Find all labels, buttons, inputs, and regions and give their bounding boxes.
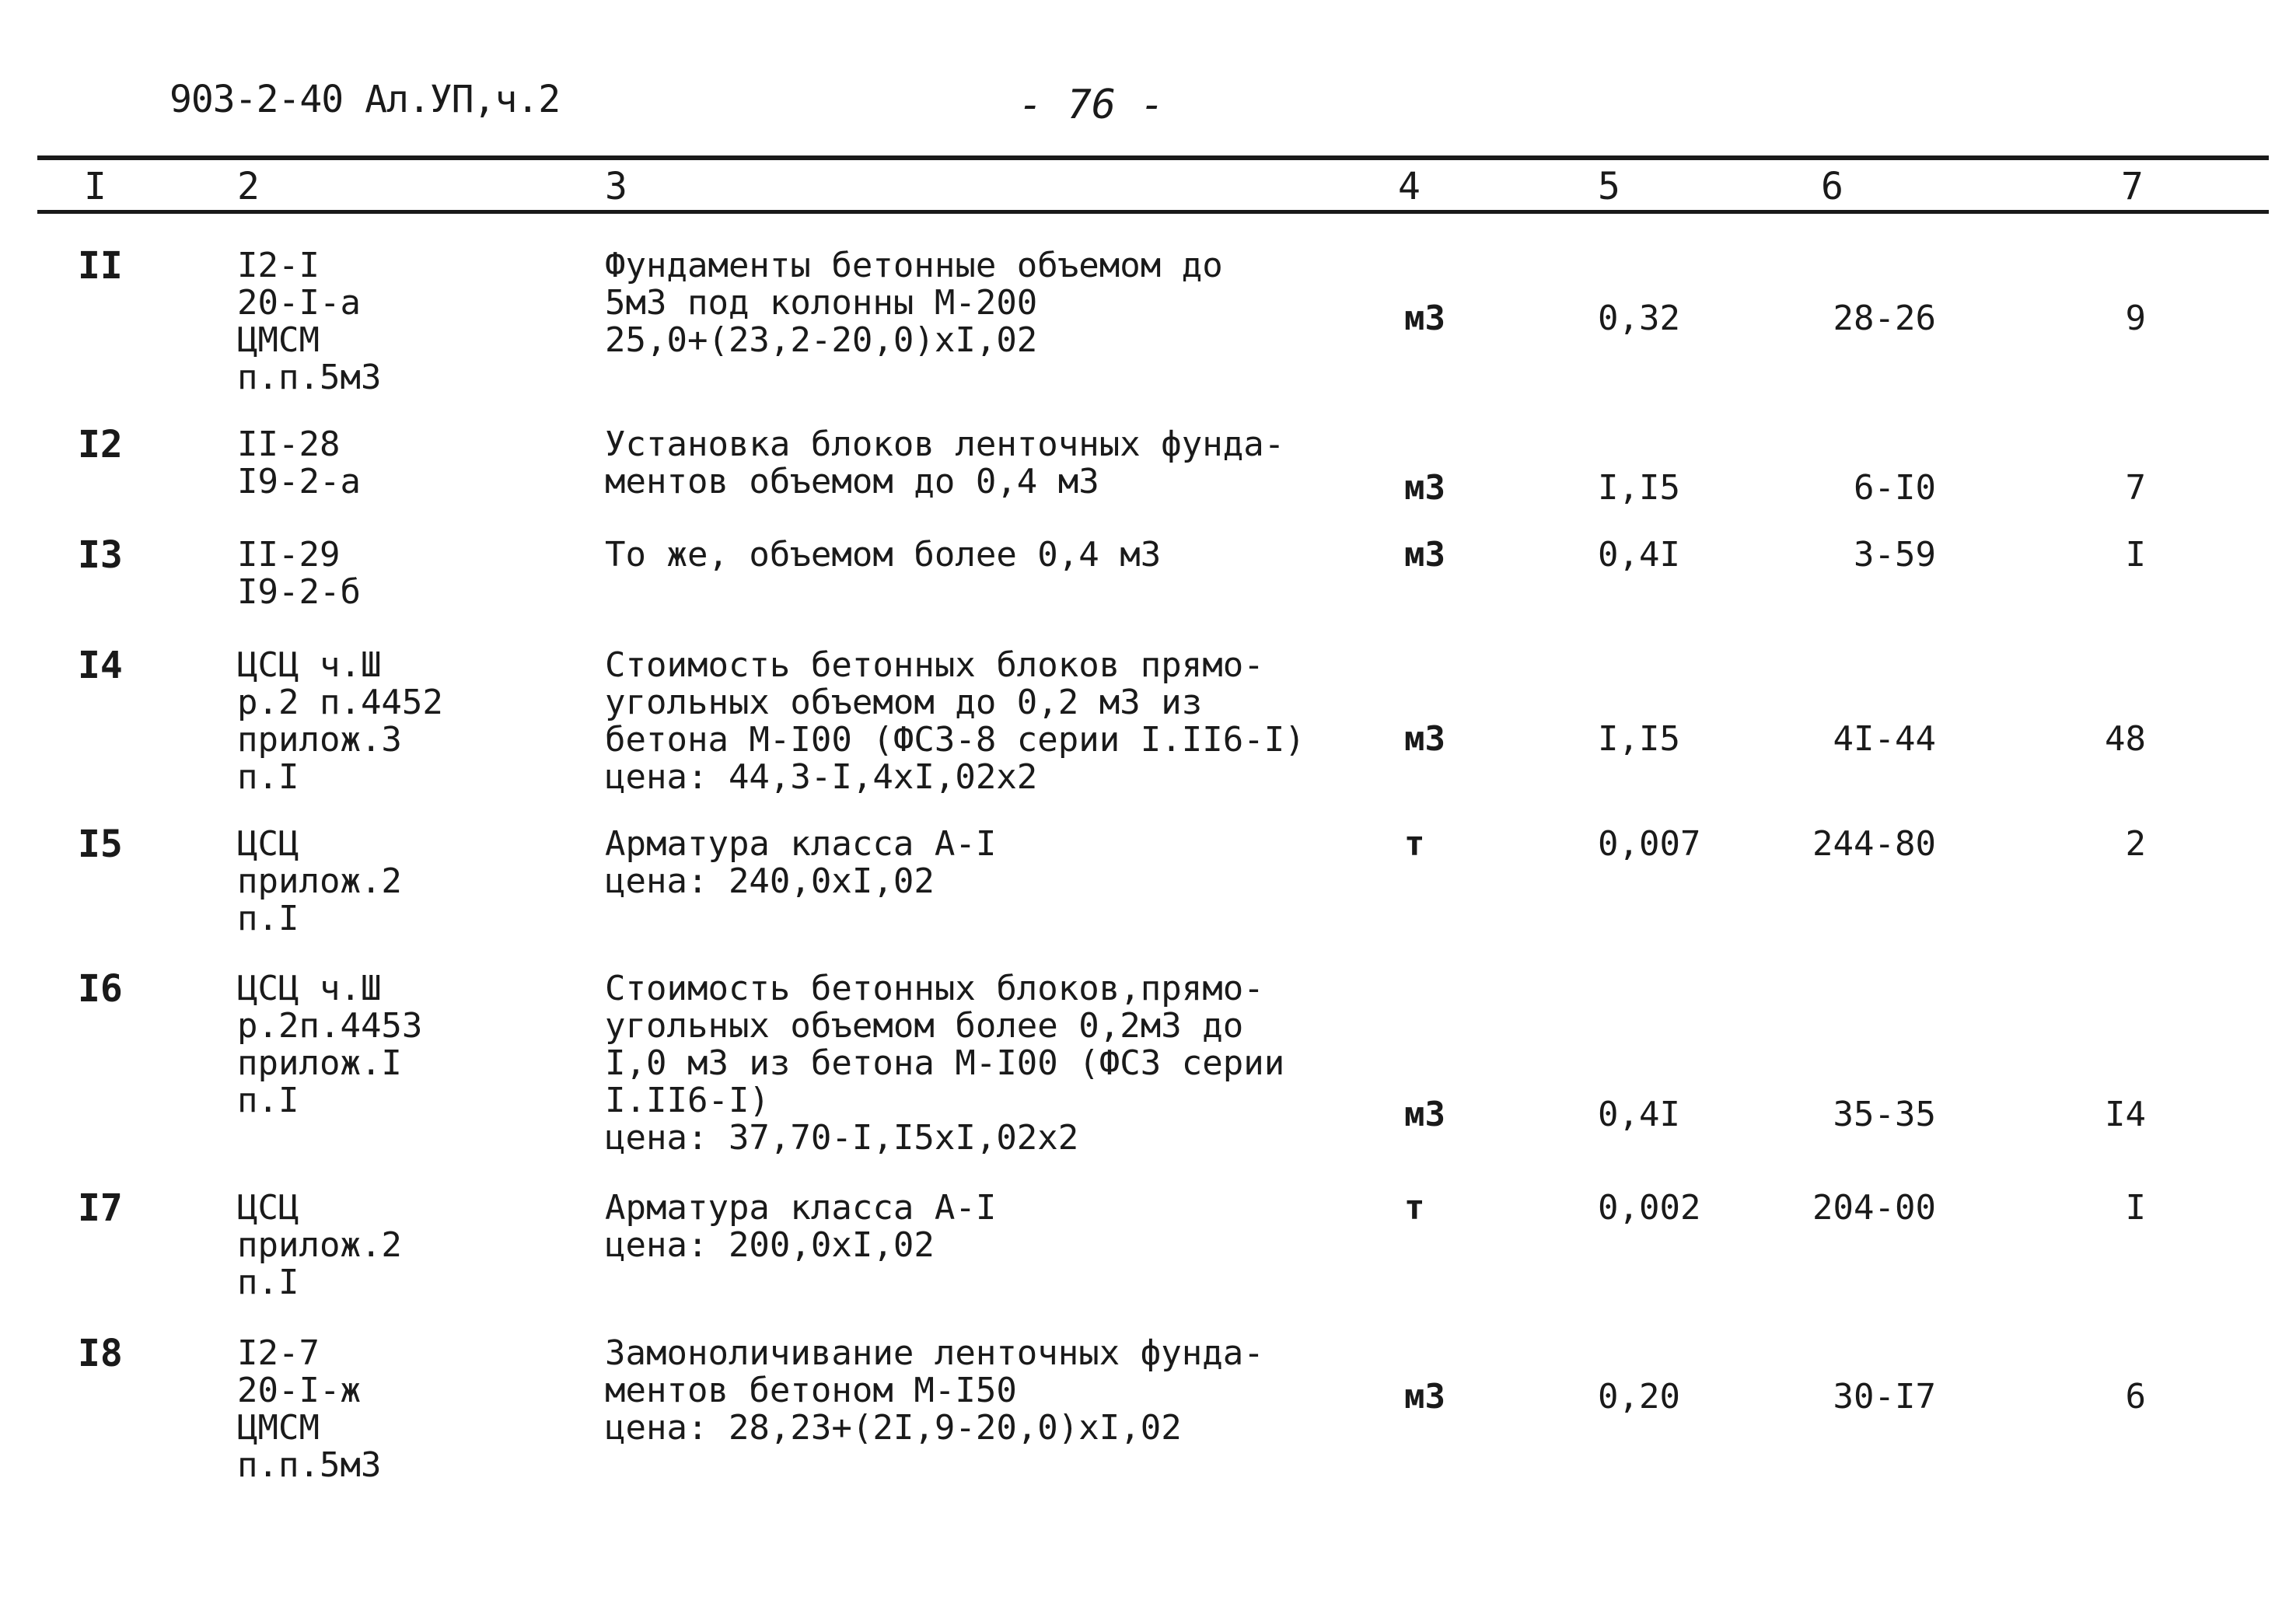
- item-number: I5: [78, 823, 123, 866]
- item-quantity: 0,007: [1598, 824, 1701, 864]
- item-code: [237, 426, 361, 501]
- item-code-line: п.п.5м3: [237, 1445, 382, 1485]
- item-code-line: I9-2-а: [237, 462, 361, 501]
- item-code: [237, 826, 402, 938]
- item-total: 7: [2125, 468, 2146, 508]
- item-description: [605, 1335, 1264, 1447]
- item-code: [237, 1190, 402, 1301]
- item-code-line: ЦМСМ: [237, 1408, 320, 1448]
- item-total: I: [2125, 1188, 2146, 1228]
- item-unit: м3: [1404, 535, 1445, 575]
- item-total: 6: [2125, 1377, 2146, 1417]
- item-description: [605, 1190, 996, 1264]
- item-quantity: 0,20: [1598, 1377, 1680, 1417]
- item-code: [237, 247, 381, 397]
- item-code-line: прилож.2: [237, 1225, 402, 1265]
- col-header-5: 5: [1598, 165, 1620, 208]
- item-description-line: бетона М-I00 (ФС3-8 серии I.II6-I): [605, 720, 1305, 760]
- item-number: I8: [78, 1332, 123, 1375]
- item-description-line: Установка блоков ленточных фунда-: [605, 424, 1285, 464]
- col-header-7: 7: [2121, 165, 2144, 208]
- item-code-line: п.I: [237, 757, 299, 797]
- item-unit: м3: [1404, 1377, 1445, 1417]
- item-code-line: 20-I-а: [237, 283, 361, 323]
- item-code-line: п.I: [237, 899, 299, 938]
- rule-header: [37, 210, 2269, 214]
- item-number: I3: [78, 533, 123, 577]
- item-code-line: прилож.2: [237, 861, 402, 901]
- item-description-line: ментов бетоном М-I50: [605, 1371, 1017, 1410]
- item-unit: т: [1404, 824, 1425, 864]
- item-code-line: п.I: [237, 1263, 299, 1302]
- item-unit-price: 204-00: [1812, 1188, 1936, 1228]
- item-quantity: I,I5: [1598, 719, 1680, 759]
- item-quantity: I,I5: [1598, 468, 1680, 508]
- item-unit-price: 35-35: [1833, 1095, 1936, 1134]
- item-description-line: I,0 м3 из бетона М-I00 (ФС3 серии: [605, 1043, 1285, 1083]
- item-unit-price: 244-80: [1812, 824, 1936, 864]
- item-total: 2: [2125, 824, 2146, 864]
- item-total: I: [2125, 535, 2146, 575]
- item-description: [605, 536, 1161, 574]
- item-number: I7: [78, 1186, 123, 1230]
- item-code-line: ЦМСМ: [237, 320, 320, 360]
- item-number: I2: [78, 423, 123, 466]
- item-description-line: Стоимость бетонных блоков прямо-: [605, 645, 1264, 685]
- item-code-line: ЦСЦ ч.Ш: [237, 969, 382, 1008]
- item-code-line: р.2 п.4452: [237, 683, 443, 722]
- col-header-2: 2: [237, 165, 260, 208]
- item-code-line: р.2п.4453: [237, 1006, 423, 1046]
- item-total: I4: [2105, 1095, 2146, 1134]
- item-unit: м3: [1404, 468, 1445, 508]
- item-description-line: Арматура класса А-I: [605, 824, 997, 864]
- item-code-line: ЦСЦ: [237, 1188, 299, 1228]
- item-unit: м3: [1404, 299, 1445, 338]
- item-number: I6: [78, 967, 123, 1011]
- item-unit-price: 6-I0: [1854, 468, 1936, 508]
- item-number: I4: [78, 644, 123, 687]
- col-header-4: 4: [1398, 165, 1421, 208]
- page-number: - 76 -: [1019, 82, 1165, 128]
- item-number: II: [78, 244, 123, 288]
- item-description-line: Стоимость бетонных блоков,прямо-: [605, 969, 1264, 1008]
- item-description-line: цена: 240,0хI,02: [605, 861, 935, 901]
- item-description: [605, 970, 1284, 1157]
- item-code-line: I2-7: [237, 1333, 320, 1373]
- item-code-line: прилож.3: [237, 720, 402, 760]
- item-description-line: То же, объемом более 0,4 м3: [605, 535, 1162, 575]
- item-code: [237, 1335, 381, 1484]
- item-code-line: ЦСЦ: [237, 824, 299, 864]
- item-description-line: угольных объемом более 0,2м3 до: [605, 1006, 1244, 1046]
- item-unit-price: 28-26: [1833, 299, 1936, 338]
- item-quantity: 0,32: [1598, 299, 1680, 338]
- item-description: [605, 647, 1305, 796]
- item-unit-price: 3-59: [1854, 535, 1936, 575]
- rule-top: [37, 155, 2269, 160]
- item-code-line: ЦСЦ ч.Ш: [237, 645, 382, 685]
- item-description: [605, 826, 996, 900]
- item-description-line: цена: 37,70-I,I5хI,02х2: [605, 1118, 1079, 1158]
- item-description-line: Замоноличивание ленточных фунда-: [605, 1333, 1264, 1373]
- item-description-line: Фундаменты бетонные объемом до: [605, 246, 1223, 285]
- item-description-line: 5м3 под колонны М-200: [605, 283, 1038, 323]
- item-description-line: Арматура класса А-I: [605, 1188, 997, 1228]
- item-code: [237, 536, 361, 611]
- item-code-line: I9-2-б: [237, 572, 361, 612]
- col-header-1: I: [84, 165, 107, 208]
- item-code: [237, 647, 443, 796]
- item-quantity: 0,4I: [1598, 535, 1680, 575]
- item-description-line: I.II6-I): [605, 1081, 770, 1120]
- doc-code: 903-2-40 Ал.УП,ч.2: [169, 78, 561, 121]
- item-code-line: п.п.5м3: [237, 358, 382, 397]
- col-header-3: 3: [605, 165, 627, 208]
- item-code-line: II-29: [237, 535, 341, 575]
- item-unit: м3: [1404, 719, 1445, 759]
- item-unit-price: 4I-44: [1833, 719, 1936, 759]
- item-code-line: I2-I: [237, 246, 320, 285]
- item-description-line: угольных объемом до 0,2 м3 из: [605, 683, 1203, 722]
- item-code-line: II-28: [237, 424, 341, 464]
- item-code-line: п.I: [237, 1081, 299, 1120]
- item-unit: м3: [1404, 1095, 1445, 1134]
- item-quantity: 0,4I: [1598, 1095, 1680, 1134]
- item-unit-price: 30-I7: [1833, 1377, 1936, 1417]
- item-quantity: 0,002: [1598, 1188, 1701, 1228]
- item-total: 9: [2125, 299, 2146, 338]
- col-header-6: 6: [1821, 165, 1843, 208]
- item-description-line: цена: 200,0хI,02: [605, 1225, 935, 1265]
- item-description: [605, 247, 1223, 359]
- item-description: [605, 426, 1284, 501]
- item-unit: т: [1404, 1188, 1425, 1228]
- item-description-line: 25,0+(23,2-20,0)хI,02: [605, 320, 1038, 360]
- item-description-line: ментов объемом до 0,4 м3: [605, 462, 1099, 501]
- item-total: 48: [2105, 719, 2146, 759]
- item-code-line: 20-I-ж: [237, 1371, 361, 1410]
- item-code-line: прилож.I: [237, 1043, 402, 1083]
- item-code: [237, 970, 422, 1120]
- item-description-line: цена: 44,3-I,4хI,02х2: [605, 757, 1038, 797]
- item-description-line: цена: 28,23+(2I,9-20,0)хI,02: [605, 1408, 1182, 1448]
